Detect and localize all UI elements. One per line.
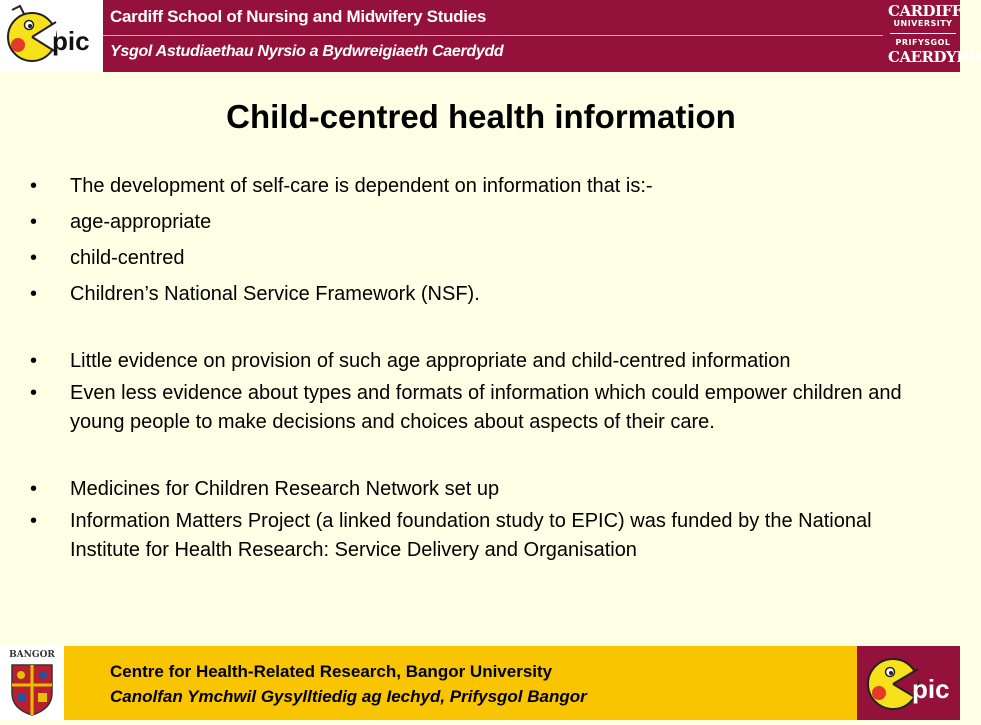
epic-logo-icon (0, 0, 103, 72)
cardiff-logo-line1: CARDIFF (888, 2, 962, 20)
footer-epic-logo (857, 646, 960, 720)
bullet-item: • Children’s National Service Framework (NSF). (30, 280, 935, 309)
bullet-item: • child-centred (30, 244, 935, 273)
bullet-item: • Little evidence on provision of such age appropriate and child-centred information (30, 347, 935, 376)
cardiff-logo-divider (890, 33, 956, 34)
cardiff-logo-line3: PRIFYSGOL (895, 38, 951, 47)
school-name-english: Cardiff School of Nursing and Midwifery Studies (110, 7, 486, 26)
bullet-item: • Medicines for Children Research Network set up (30, 475, 935, 504)
epic-logo-icon (857, 646, 960, 720)
header-divider (103, 35, 883, 36)
footer-band (64, 646, 857, 720)
bangor-university-logo (0, 646, 64, 720)
bangor-crest-icon (9, 663, 55, 717)
bullet-item: • The development of self-care is dependent on information that is:- (30, 172, 935, 201)
footer-epic-logo-text: pic (912, 674, 950, 704)
bullet-item: • Even less evidence about types and formats of information which could empower children and young people to make decisions and choices about aspects of their care. (30, 379, 935, 437)
slide-title: Child-centred health information (226, 98, 736, 135)
cardiff-logo-line2: UNIVERSITY (893, 19, 953, 28)
school-name-welsh: Ysgol Astudiaethau Nyrsio a Bydwreigiaeth Caerdydd (110, 43, 504, 60)
cardiff-logo-line4: CAERDYDD (888, 48, 981, 66)
bullet-item: • Information Matters Project (a linked foundation study to EPIC) was funded by the National Institute for Health Research: Service Delivery and Organisation (30, 507, 935, 565)
bullet-list (30, 172, 935, 565)
epic-logo-text: pic (52, 26, 90, 56)
centre-name-welsh: Canolfan Ymchwil Gysylltiedig ag Iechyd, Prifysgol Bangor (110, 687, 587, 706)
epic-logo (0, 0, 103, 72)
header (0, 0, 981, 72)
bangor-logo-text: BANGOR (9, 650, 55, 660)
cardiff-university-logo (888, 2, 981, 70)
centre-name-english: Centre for Health-Related Research, Bangor University (110, 662, 553, 681)
bullet-item: • age-appropriate (30, 208, 935, 237)
